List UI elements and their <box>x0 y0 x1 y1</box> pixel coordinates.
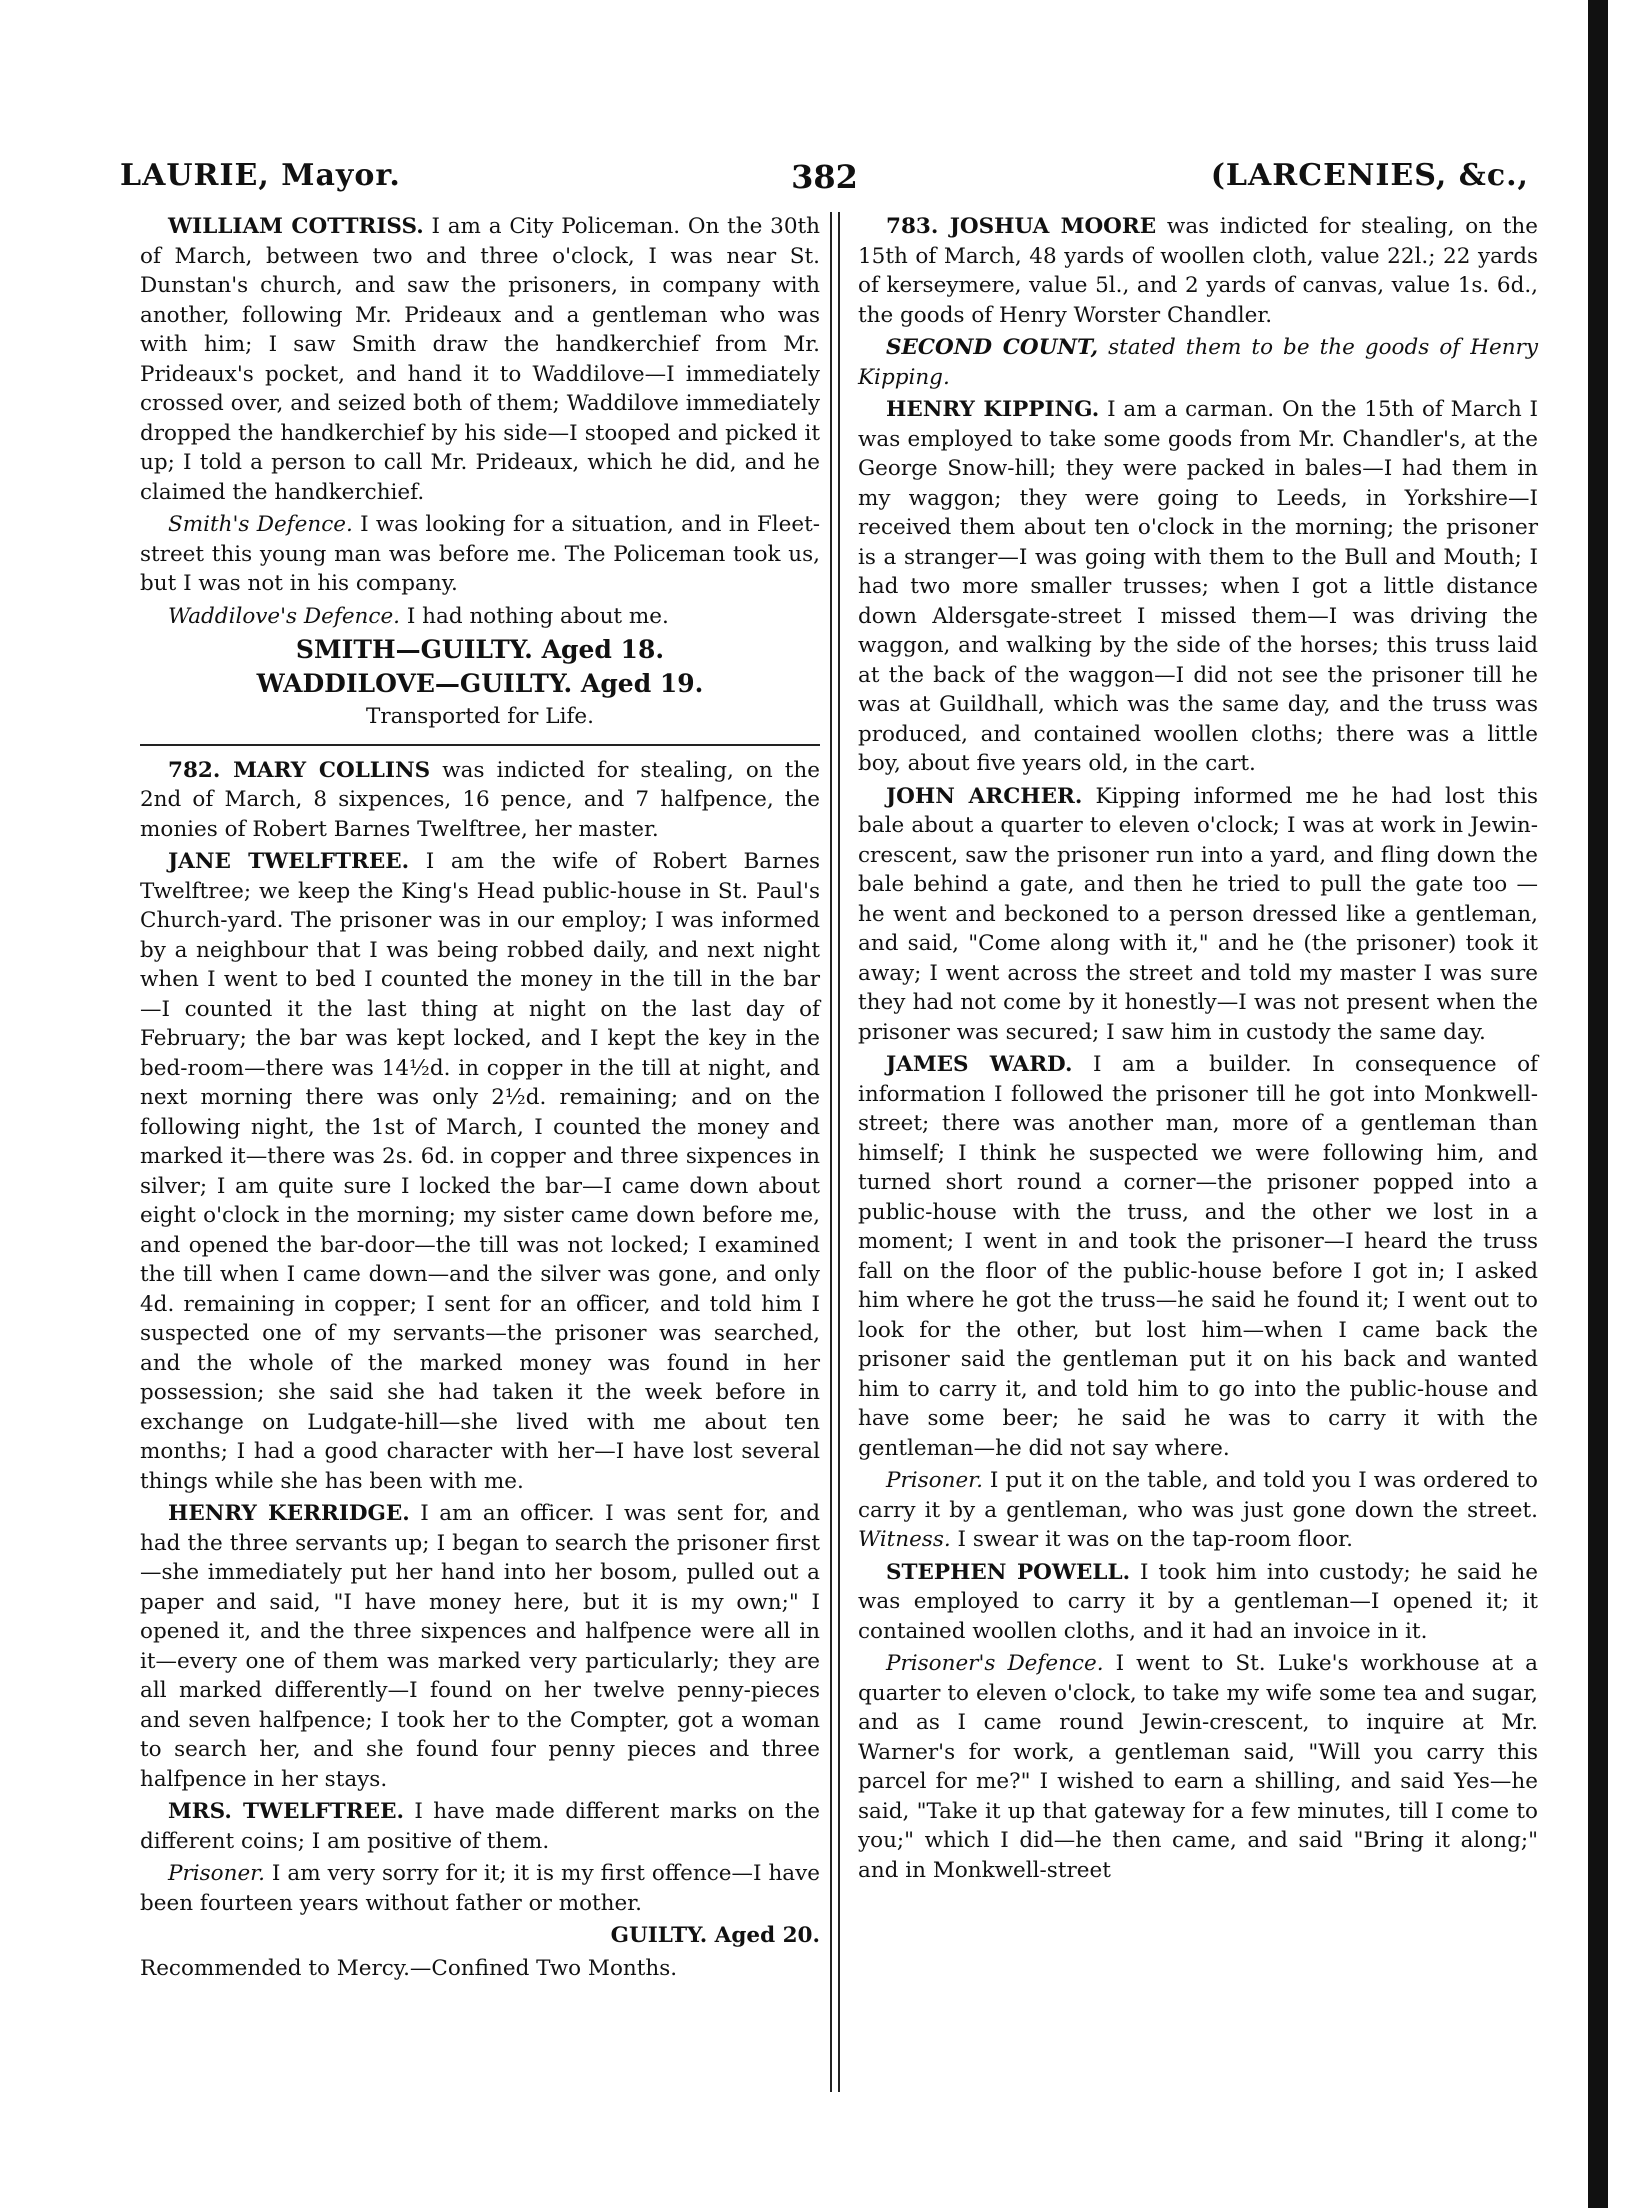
page-header <box>120 158 1529 198</box>
page-number: 382 <box>791 158 858 196</box>
witness-name: JAMES WARD. <box>886 1052 1073 1077</box>
verdict-waddilove: WADDILOVE—GUILTY. Aged 19. <box>256 668 704 698</box>
verdict-smith: SMITH—GUILTY. Aged 18. <box>295 635 665 664</box>
witness-name: JANE TWELFTREE. <box>168 849 410 874</box>
testimony-text: I am a builder. In consequence of information I followed the prisoner till he got into Monkwell-street; there was another man, more of a gentleman than himself; I think he suspected we were following him, and turned short round a corner—the prisoner popped into a public-house with the truss, and the other we lost in a moment; I went in and took the prisoner—I heard the truss fall on the floor of the public-house before I got in; I asked him where he got the truss—he said he found it; I went out to look for the other, but lost him—when I came back the prisoner said the gentleman put it on his back and wanted him to carry it, and told him to go into the public-house and have some beer; he said he was to carry it with the gentleman—he did not say where. <box>858 1052 1538 1461</box>
testimony-mrs-twelftree <box>140 1797 820 1856</box>
page-edge-bar <box>1588 0 1608 2208</box>
prisoner-statement <box>140 1859 820 1918</box>
testimony-text: I took him into custody; he said he was employed to carry it by a gentleman—I opened it; it contained woollen cloths, and it had an invoice in it. <box>858 1559 1538 1644</box>
testimony-james-ward <box>858 1050 1538 1463</box>
second-count-text: stated them to be the goods of Henry Kipping. <box>858 335 1538 390</box>
prisoner-label: Prisoner. <box>168 1861 265 1886</box>
header-left: LAURIE, Mayor. <box>120 158 401 193</box>
testimony-henry-kerridge <box>140 1499 820 1794</box>
verdict-collins: GUILTY. Aged 20. <box>610 1923 820 1948</box>
defence-label: Waddilove's Defence. <box>168 603 401 629</box>
testimony-john-archer <box>858 782 1538 1048</box>
testimony-cottriss <box>140 212 820 507</box>
second-count-label: SECOND COUNT, <box>886 335 1099 360</box>
case-divider <box>140 744 820 746</box>
witness-name: WILLIAM COTTRISS. <box>168 214 424 239</box>
witness-name: HENRY KERRIDGE. <box>168 1501 410 1526</box>
sentence-transported: Transported for Life. <box>366 704 594 729</box>
witness-name: JOHN ARCHER. <box>886 783 1083 809</box>
defence-text: I had nothing about me. <box>400 603 669 629</box>
case-783-indictment <box>858 212 1538 330</box>
testimony-henry-kipping <box>858 395 1538 779</box>
testimony-jane-twelftree <box>140 847 820 1496</box>
indictment-text: was indicted for stealing, on the 2nd of March, 8 sixpences, 16 pence, and 7 halfpence, the monies of Robert Barnes Twelftree, her master. <box>140 757 820 842</box>
case-782-indictment <box>140 756 820 845</box>
defence-label: Prisoner's Defence. <box>886 1651 1104 1676</box>
testimony-text: I am a City Policeman. On the 30th of March, between two and three o'clock, I was near St. Dunstan's church, and saw the prisoners, in company with another, following Mr. Prideaux and a gentleman who was with him; I saw Smith draw the handkerchief from Mr. Prideaux's pocket, and hand it to Waddilove—I immediately crossed over, and seized both of them; Waddilove immediately dropped the handkerchief by his side—I stooped and picked it up; I told a person to call Mr. Prideaux, which he did, and he claimed the handkerchief. <box>140 214 820 505</box>
prisoner-defence <box>858 1649 1538 1885</box>
prisoner-witness-exchange <box>858 1466 1538 1555</box>
testimony-text: I am the wife of Robert Barnes Twelftree; we keep the King's Head public-house in St. Paul's Church-yard. The prisoner was in our employ; I was informed by a neighbour that I was being robbed daily, and next night when I went to bed I counted the money in the till in the bar—I counted it the last thing at night on the last day of February; the bar was kept locked, and I kept the key in the bed-room—there was 14½d. in copper in the till at night, and next morning there was only 2½d. remaining; and on the following night, the 1st of March, I counted the money and marked it—there was 2s. 6d. in copper and three sixpences in silver; I am quite sure I locked the bar—I came down about eight o'clock in the morning; my sister came down before me, and opened the bar-door—the till was not locked; I examined the till when I came down—and the silver was gone, and only 4d. remaining in copper; I sent for an officer, and told him I suspected one of my servants—the prisoner was searched, and the whole of the marked money was found in her possession; she said she had taken it the week before in exchange on Ludgate-hill—she lived with me about ten months; I had a good character with her—I have lost several things while she has been with me. <box>140 849 820 1494</box>
statement-text: I am very sorry for it; it is my first offence—I have been fourteen years without father or mother. <box>140 1861 820 1916</box>
case-heading: 783. JOSHUA MOORE <box>886 214 1157 239</box>
waddilove-defence <box>140 602 820 632</box>
case-heading: 782. MARY COLLINS <box>168 757 431 783</box>
testimony-text: Kipping informed me he had lost this bale about a quarter to eleven o'clock; I was at work in Jewin-crescent, saw the prisoner run into a yard, and fling down the bale behind a gate, and then he tried to pull the gate too — he went and beckoned to a person dressed like a gentleman, and said, "Come along with it," and he (the prisoner) took it away; I went across the street and told my master I was sure they had not come by it honestly—I was not present when the prisoner was secured; I saw him in custody the same day. <box>858 783 1538 1045</box>
prisoner-label: Prisoner. <box>886 1468 983 1493</box>
defence-text: I went to St. Luke's workhouse at a quarter to eleven o'clock, to take my wife some tea and sugar, and as I came round Jewin-crescent, to inquire at Mr. Warner's for work, a gentleman said, "Will you carry this parcel for me?" I wished to earn a shilling, and said Yes—he said, "Take it up that gateway for a few minutes, till I come to you;" which I did—he then came, and said "Bring it along;" and in Monkwell-street <box>858 1651 1538 1883</box>
witness-label: Witness. <box>858 1527 951 1552</box>
testimony-text: I am an officer. I was sent for, and had the three servants up; I began to search the prisoner first—she immediately put her hand into her bosom, pulled out a paper and said, "I have money here, but it is my own;" I opened it, and the three sixpences and halfpence were all in it—every one of them was marked very particularly; they are all marked differently—I found on her twelve penny-pieces and seven halfpence; I took her to the Compter, got a woman to search her, and she found four penny pieces and three halfpence in her stays. <box>140 1501 821 1792</box>
testimony-text: I am a carman. On the 15th of March I was employed to take some goods from Mr. Chandler's, at the George Snow-hill; they were packed in bales—I had them in my waggon; they were going to Leeds, in Yorkshire—I received them about ten o'clock in the morning; the prisoner is a stranger—I was going with them to the Bull and Mouth; I had two more smaller trusses; when I got a little distance down Aldersgate-street I missed them—I was driving the waggon, and walking by the side of the horses; this truss laid at the back of the waggon—I did not see the prisoner till he was at Guildhall, which was the same day, and the truss was produced, and contained woollen cloths; there was a little boy, about five years old, in the cart. <box>858 397 1538 776</box>
smith-defence <box>140 510 820 599</box>
witness-name: STEPHEN POWELL. <box>886 1559 1131 1585</box>
sentence-collins: Recommended to Mercy.—Confined Two Months. <box>140 1955 678 1981</box>
defence-label: Smith's Defence. <box>168 512 353 537</box>
witness-name: MRS. TWELFTREE. <box>168 1799 404 1824</box>
column-separator <box>830 212 840 2092</box>
testimony-stephen-powell <box>858 1558 1538 1647</box>
right-column <box>858 212 1538 1888</box>
witness-name: HENRY KIPPING. <box>886 397 1100 422</box>
statement-text: I put it on the table, and told you I was ordered to carry it by a gentleman, who was just gone down the street. <box>858 1468 1538 1523</box>
witness-text: I swear it was on the tap-room floor. <box>950 1527 1353 1552</box>
header-right: (LARCENIES, &c., <box>1210 158 1529 193</box>
testimony-text: I have made different marks on the different coins; I am positive of them. <box>140 1799 821 1854</box>
left-column <box>140 212 820 1986</box>
second-count <box>858 333 1538 392</box>
indictment-text: was indicted for stealing, on the 15th of March, 48 yards of woollen cloth, value 22l.; 22 yards of kerseymere, value 5l., and 2 yards of canvas, value 1s. 6d., the goods of Henry Worster Chandler. <box>858 214 1538 328</box>
defence-text: I was looking for a situation, and in Fleet-street this young man was before me. The Policeman took us, but I was not in his company. <box>140 512 820 596</box>
